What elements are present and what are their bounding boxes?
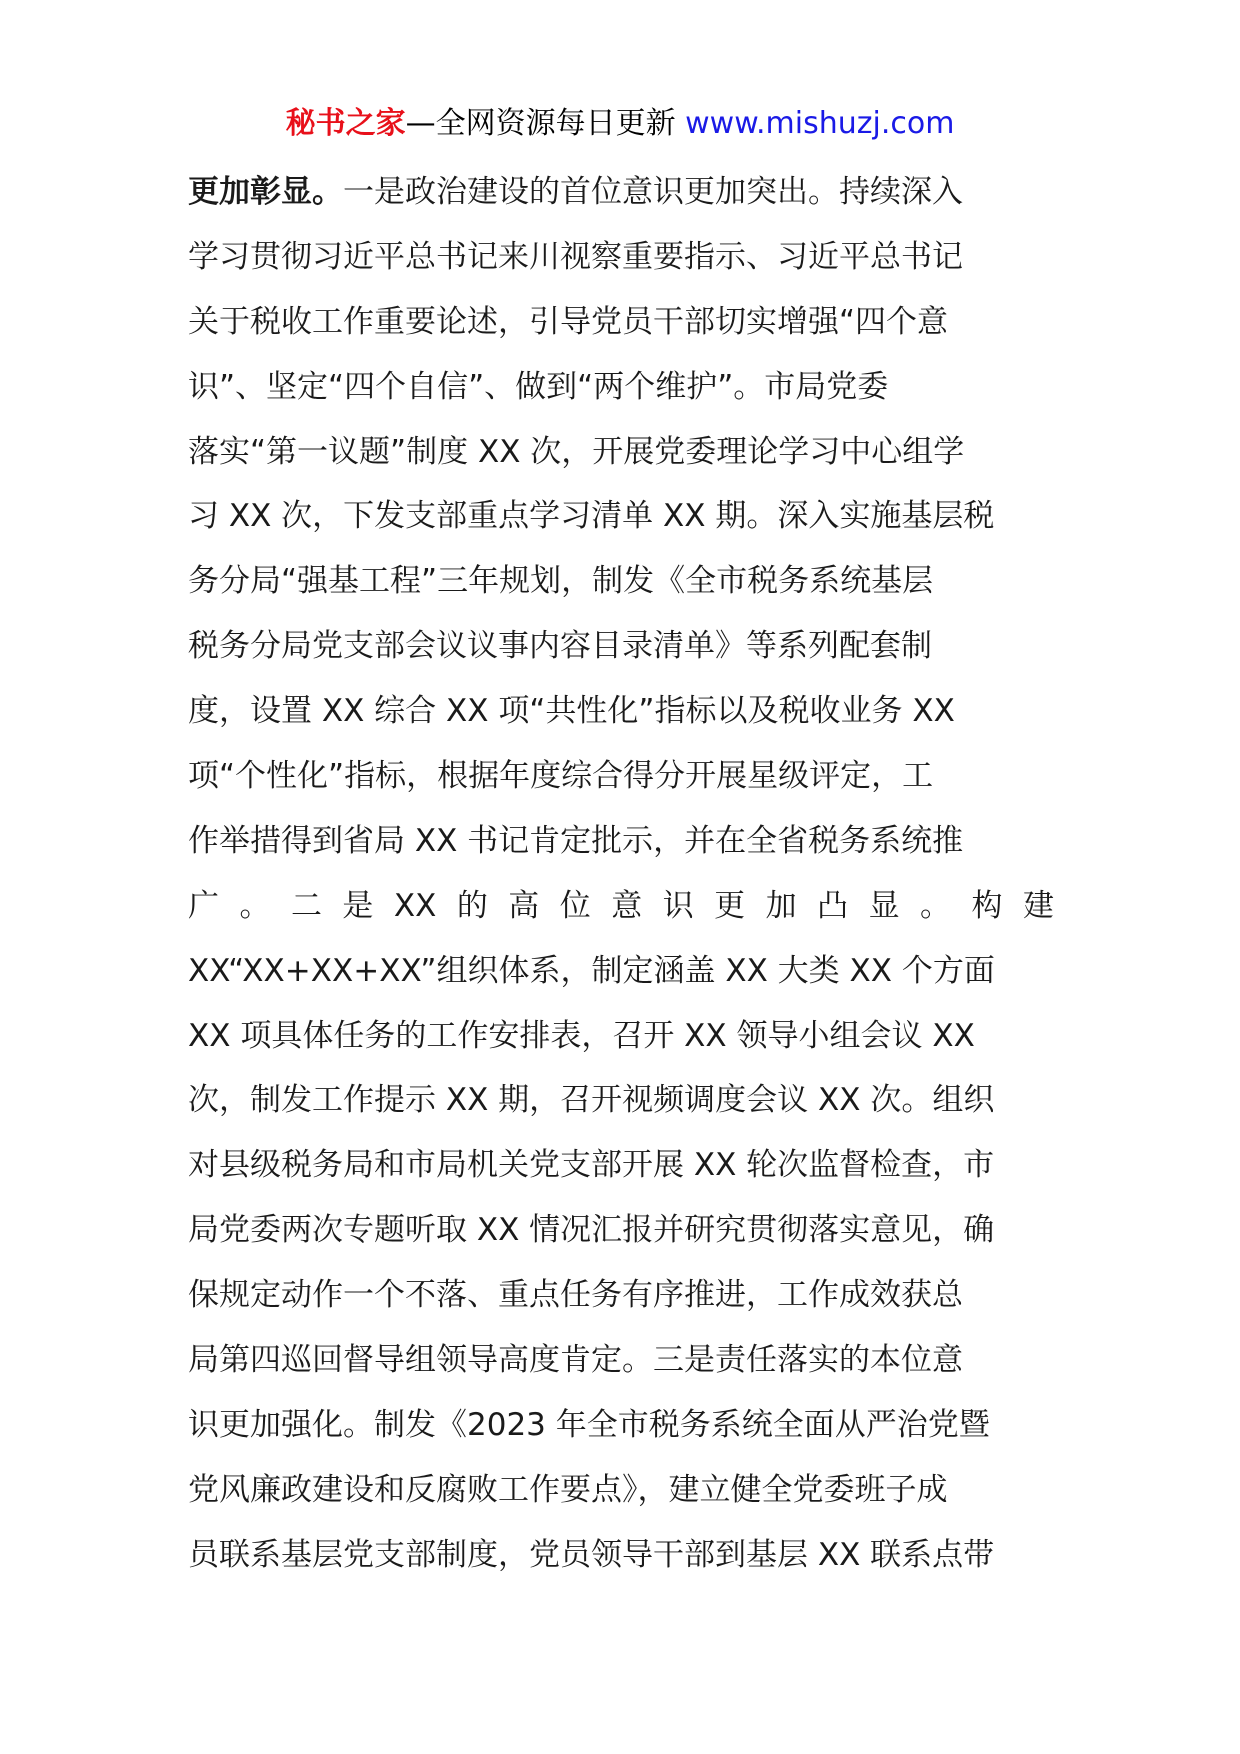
spaced-char: 识 bbox=[662, 887, 694, 924]
spaced-char: 是 bbox=[342, 887, 374, 924]
spaced-char: 高 bbox=[508, 887, 540, 924]
spaced-char: 加 bbox=[765, 887, 797, 924]
spaced-char: 。 bbox=[920, 887, 952, 924]
paragraph-line: XX 项具体任务的工作安排表，召开 XX 领导小组会议 XX bbox=[188, 1017, 975, 1054]
paragraph-line: 员联系基层党支部制度，党员领导干部到基层 XX 联系点带 bbox=[188, 1536, 995, 1573]
header-tagline: —全网资源每日更新 bbox=[405, 106, 686, 141]
paragraph-line: 关于税收工作重要论述，引导党员干部切实增强“四个意 bbox=[188, 303, 949, 340]
paragraph-line: 保规定动作一个不落、重点任务有序推进，工作成效获总 bbox=[188, 1277, 963, 1314]
paragraph-line: 落实“第一议题”制度 XX 次，开展党委理论学习中心组学 bbox=[188, 433, 965, 470]
paragraph-line: 次，制发工作提示 XX 期，召开视频调度会议 XX 次。组织 bbox=[188, 1082, 995, 1119]
document-body bbox=[188, 160, 1054, 1588]
paragraph-line: 作举措得到省局 XX 书记肯定批示，并在全省税务系统推 bbox=[188, 822, 964, 859]
line-text: 一是政治建设的首位意识更加突出。持续深入 bbox=[343, 174, 963, 210]
bold-heading-text: 更加彰显。 bbox=[188, 174, 343, 210]
paragraph-line: 局党委两次专题听取 XX 情况汇报并研究贯彻落实意见，确 bbox=[188, 1212, 995, 1249]
spaced-char: 构 bbox=[971, 887, 1003, 924]
spaced-paragraph-line bbox=[188, 874, 1054, 939]
spaced-char: 凸 bbox=[817, 887, 849, 924]
paragraph-line: XX“XX+XX+XX”组织体系，制定涵盖 XX 大类 XX 个方面 bbox=[188, 952, 995, 989]
paragraph-line: 度，设置 XX 综合 XX 项“共性化”指标以及税收业务 XX bbox=[188, 693, 955, 730]
paragraph-line: 局第四巡回督导组领导高度肯定。三是责任落实的本位意 bbox=[188, 1342, 963, 1379]
spaced-char: 显 bbox=[868, 887, 900, 924]
paragraph-line: 务分局“强基工程”三年规划，制发《全市税务系统基层 bbox=[188, 563, 934, 600]
paragraph-line: 学习贯彻习近平总书记来川视察重要指示、习近平总书记 bbox=[188, 238, 963, 275]
spaced-char: 位 bbox=[559, 887, 591, 924]
spaced-char: 的 bbox=[456, 887, 488, 924]
brand-name: 秘书之家 bbox=[285, 106, 406, 141]
paragraph-line: 对县级税务局和市局机关党支部开展 XX 轮次监督检查，市 bbox=[188, 1147, 995, 1184]
paragraph-line: 项“个性化”指标，根据年度综合得分开展星级评定，工 bbox=[188, 758, 934, 795]
spaced-char: 意 bbox=[611, 887, 643, 924]
paragraph-line: 税务分局党支部会议议事内容目录清单》等系列配套制 bbox=[188, 628, 932, 665]
website-link[interactable]: www.mishuzj.com bbox=[685, 106, 955, 141]
page-header bbox=[0, 100, 1240, 148]
paragraph-line: 识更加强化。制发《2023 年全市税务系统全面从严治党暨 bbox=[188, 1406, 990, 1443]
paragraph-line: 习 XX 次，下发支部重点学习清单 XX 期。深入实施基层税 bbox=[188, 498, 995, 535]
spaced-char: 二 bbox=[290, 887, 322, 924]
paragraph-line bbox=[188, 160, 1054, 225]
spaced-char: 更 bbox=[714, 887, 746, 924]
spaced-char: XX bbox=[393, 887, 437, 924]
paragraph-line: 识”、坚定“四个自信”、做到“两个维护”。市局党委 bbox=[188, 368, 889, 405]
spaced-char: 建 bbox=[1022, 887, 1054, 924]
paragraph-line: 党风廉政建设和反腐败工作要点》，建立健全党委班子成 bbox=[188, 1471, 948, 1508]
spaced-char: 广 bbox=[188, 887, 219, 924]
spaced-char: 。 bbox=[239, 887, 271, 924]
